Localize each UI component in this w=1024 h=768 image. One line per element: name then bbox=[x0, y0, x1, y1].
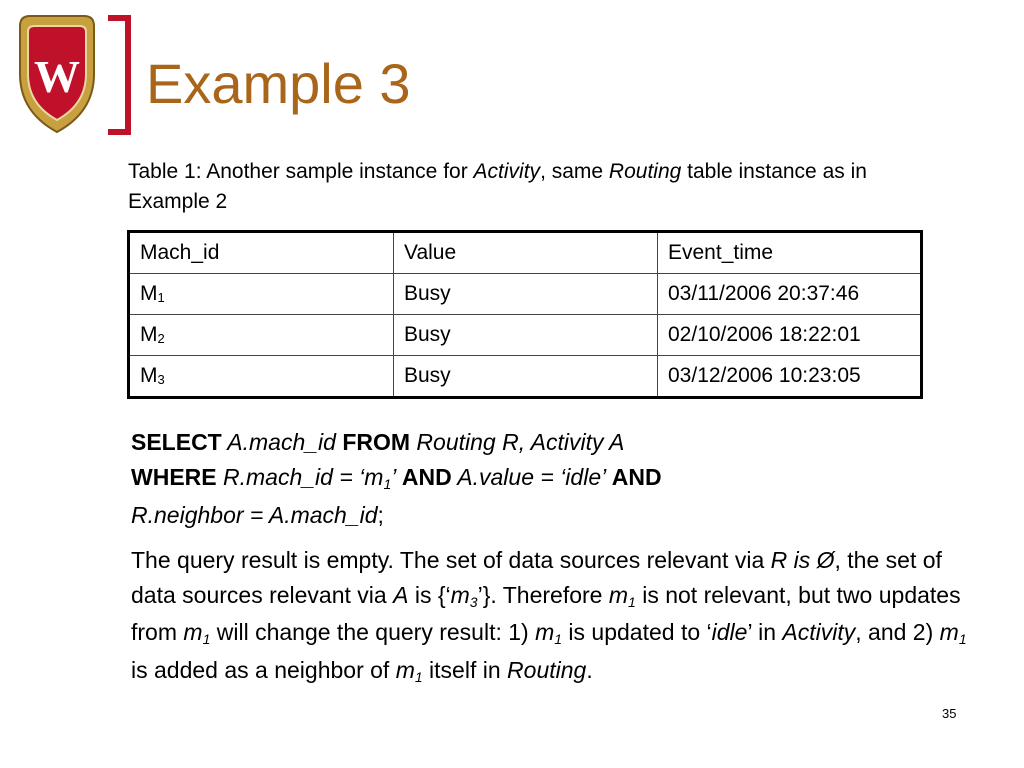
query-line-3: R.neighbor = A.mach_id; bbox=[131, 502, 384, 528]
cell-mach-id: $M_2$ bbox=[129, 315, 394, 356]
cell-value: Busy bbox=[394, 356, 658, 398]
activity-table bbox=[127, 230, 923, 399]
table-row bbox=[129, 315, 922, 356]
cell-value: Busy bbox=[394, 274, 658, 315]
slide-title: Example 3 bbox=[146, 52, 411, 115]
university-crest-logo bbox=[14, 12, 100, 136]
sql-query bbox=[131, 425, 991, 533]
title-bracket-decoration bbox=[104, 14, 134, 136]
table-row bbox=[129, 274, 922, 315]
cell-value: Busy bbox=[394, 315, 658, 356]
table-row bbox=[129, 356, 922, 398]
cell-event-time: 03/12/2006 10:23:05 bbox=[658, 356, 922, 398]
header-event-time: Event_time bbox=[658, 232, 922, 274]
cell-event-time: 03/11/2006 20:37:46 bbox=[658, 274, 922, 315]
cell-event-time: 02/10/2006 18:22:01 bbox=[658, 315, 922, 356]
header-mach-id: Mach_id bbox=[129, 232, 394, 274]
crest-letter: W bbox=[34, 51, 80, 102]
explanation-paragraph: The query result is empty. The set of data sources relevant via R is Ø, the set of data sources relevant via A is $\{‘m_3’\}$. Therefore $m_1$ is not relevant, but two updates from $m_1$ will change the query result: 1) $m_1$ is updated to ‘idle’ in Activity, and 2) $m_1$ is added as a neighbor of $m_1$ itself in Routing. bbox=[131, 547, 967, 685]
table-header-row bbox=[129, 232, 922, 274]
page-number: 35 bbox=[942, 706, 957, 721]
cell-mach-id: $M_3$ bbox=[129, 356, 394, 398]
table-caption: Table 1: Another sample instance for Activity, same Routing table instance as in Example 2 bbox=[128, 160, 867, 213]
cell-mach-id: $M_1$ bbox=[129, 274, 394, 315]
query-line-2: WHERE R.mach_id = ‘$m_1$’ AND A.value = ‘idle’ AND bbox=[131, 464, 662, 492]
query-line-1: SELECT A.mach_id FROM Routing R, Activity A bbox=[131, 429, 625, 455]
header-value: Value bbox=[394, 232, 658, 274]
